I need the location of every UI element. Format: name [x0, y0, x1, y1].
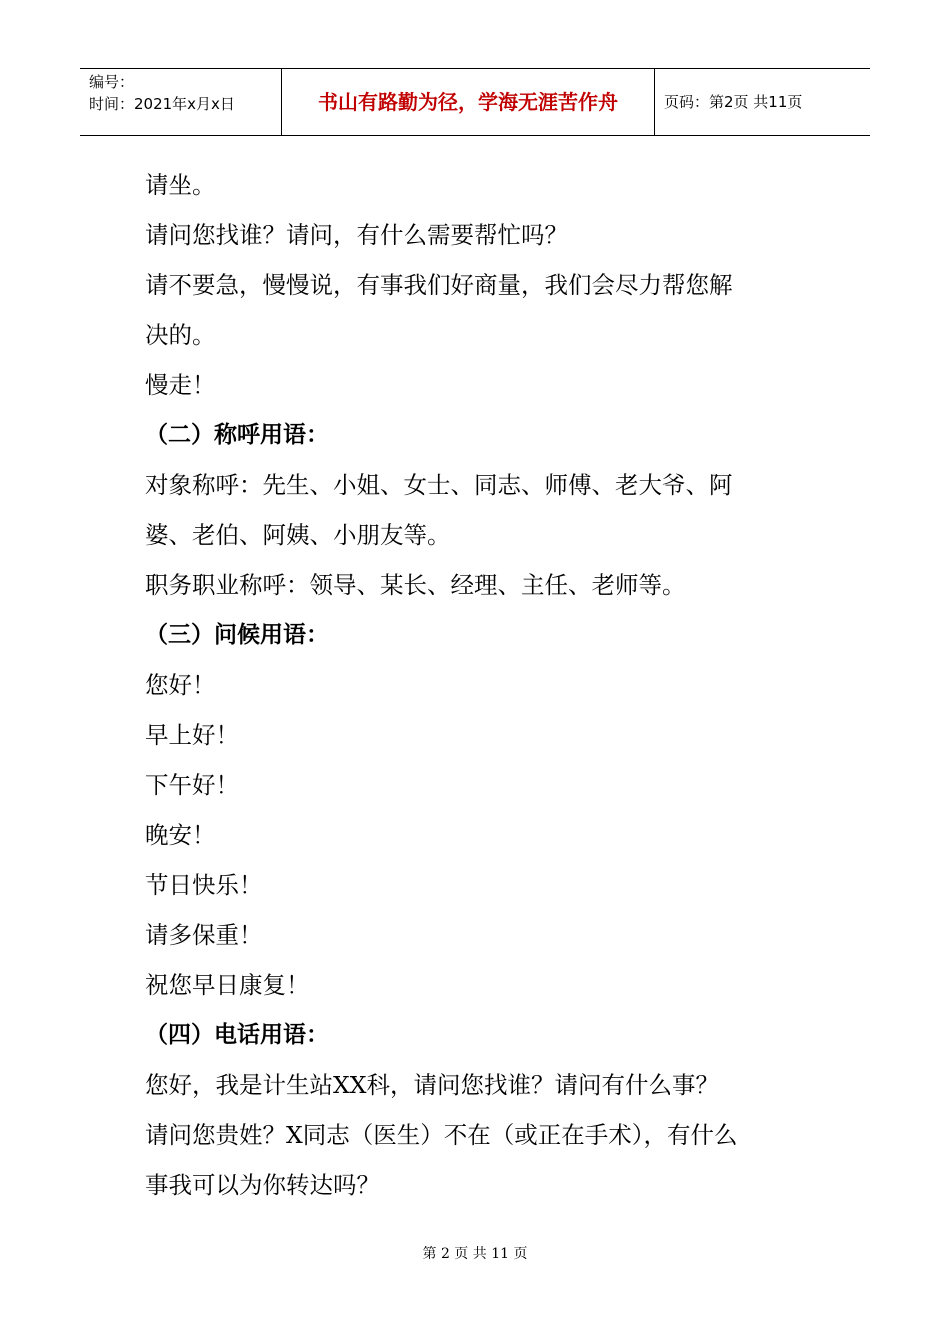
header-meta [80, 69, 282, 135]
body-text-line: 早上好！ [145, 721, 239, 749]
body-text-line: 请问您贵姓？X同志（医生）不在（或正在手术），有什么 [145, 1121, 738, 1149]
page-header [80, 68, 870, 136]
body-text-line: 请坐。 [145, 171, 216, 199]
body-text-line: 下午好！ [145, 771, 239, 799]
section-heading: （三）问候用语： [145, 622, 329, 648]
body-text-line: 婆、老伯、阿姨、小朋友等。 [145, 521, 451, 549]
document-number-label: 编号： [89, 73, 135, 91]
header-page-number: 页码：第2页 共11页 [664, 93, 803, 111]
section-heading: （四）电话用语： [145, 1022, 329, 1048]
body-text-line: 决的。 [145, 321, 216, 349]
body-text-line: 请不要急，慢慢说，有事我们好商量，我们会尽力帮您解 [145, 271, 733, 299]
body-text-line: 职务职业称呼：领导、某长、经理、主任、老师等。 [145, 571, 686, 599]
body-text-line: 请问您找谁？请问，有什么需要帮忙吗？ [145, 221, 568, 249]
body-text-line: 您好！ [145, 671, 216, 699]
body-text-line: 您好，我是计生站XX科，请问您找谁？请问有什么事？ [145, 1071, 719, 1099]
document-body [145, 160, 815, 1210]
document-time-label: 时间：2021年x月x日 [89, 95, 235, 113]
body-text-line: 对象称呼：先生、小姐、女士、同志、师傅、老大爷、阿 [145, 471, 733, 499]
header-motto: 书山有路勤为径，学海无涯苦作舟 [282, 69, 655, 135]
body-text-line: 晚安！ [145, 821, 216, 849]
body-text-line: 慢走！ [145, 371, 216, 399]
body-text-line: 事我可以为你转达吗？ [145, 1171, 380, 1199]
body-text-line: 祝您早日康复！ [145, 971, 310, 999]
body-text-line: 请多保重！ [145, 921, 263, 949]
section-heading: （二）称呼用语： [145, 422, 329, 448]
page-footer: 第 2 页 共 11 页 [422, 1246, 528, 1262]
body-text-line: 节日快乐！ [145, 871, 263, 899]
